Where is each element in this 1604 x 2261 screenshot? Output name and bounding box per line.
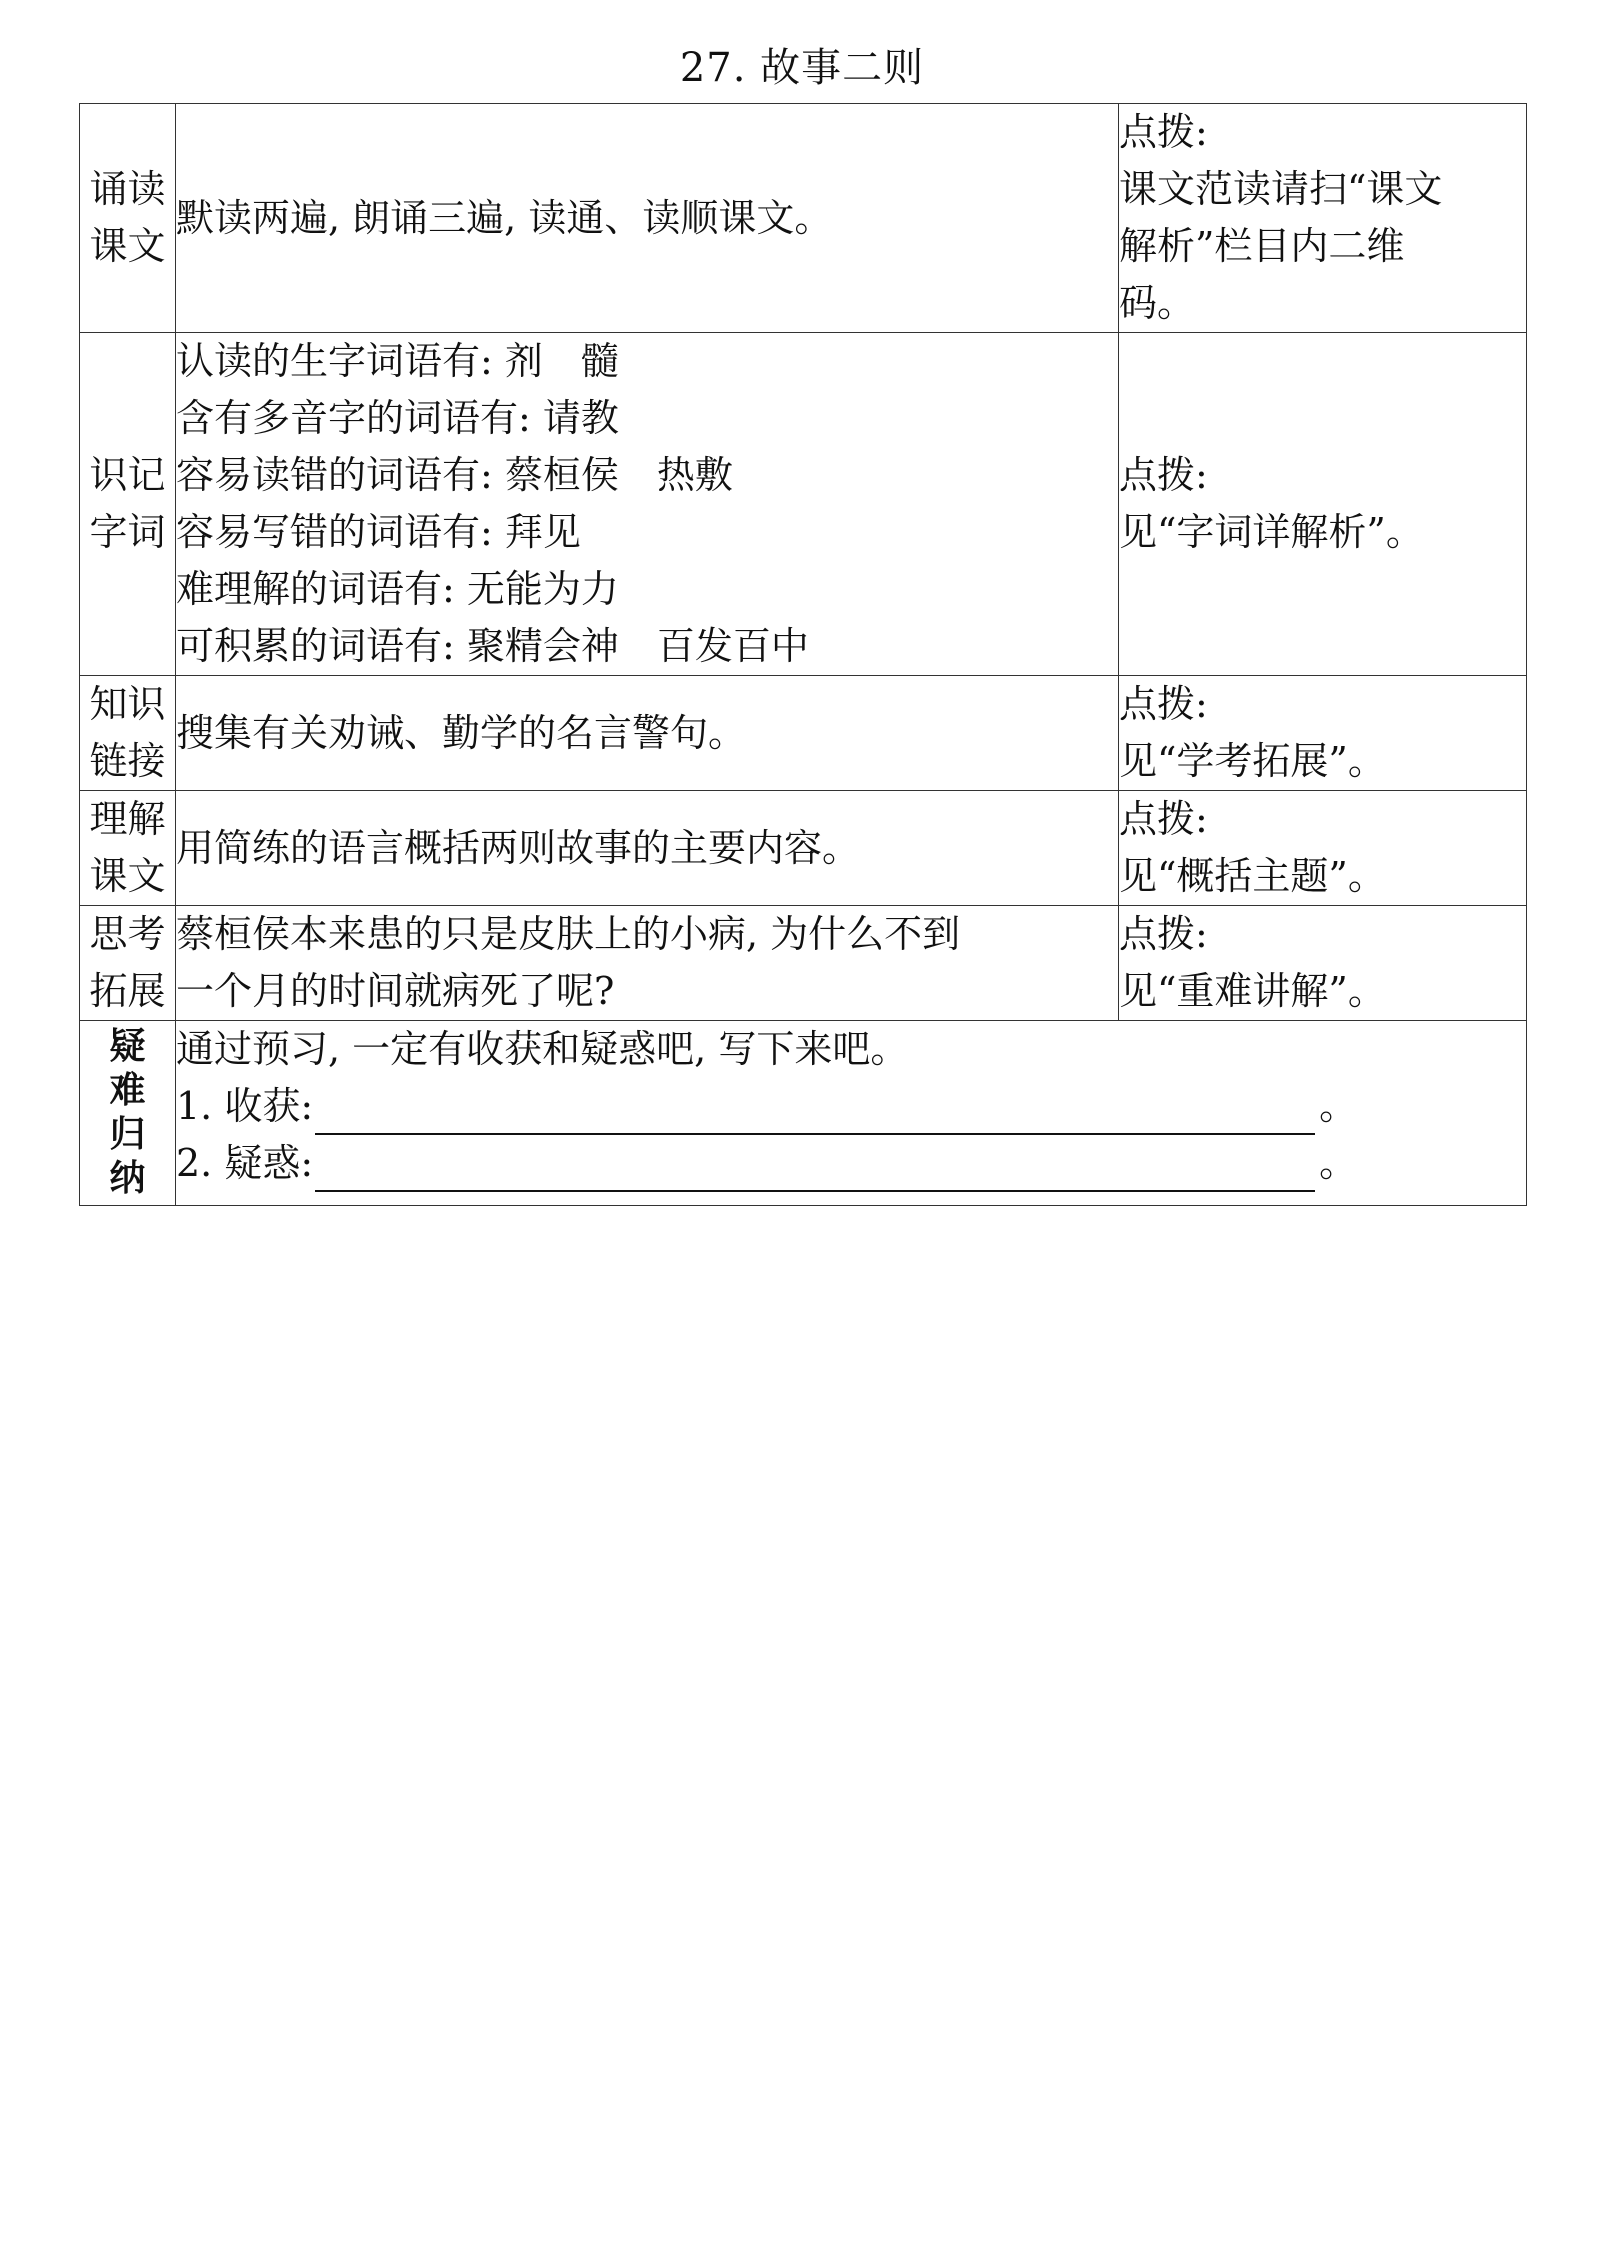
row-label-line: 识记 <box>89 453 166 497</box>
tip-line: 点拨: <box>1119 110 1208 154</box>
table-row-vocabulary <box>80 333 1527 676</box>
row-label-line: 纳 <box>109 1158 146 1199</box>
harvest-blank[interactable] <box>315 1085 1315 1135</box>
row-label <box>80 333 176 676</box>
row-label-line: 字词 <box>89 510 166 554</box>
row-label-line: 归 <box>109 1114 146 1155</box>
row-label-line: 思考 <box>89 912 166 956</box>
row-tip <box>1119 791 1527 906</box>
content-line: 认读的生字词语有: 剂 髓 <box>176 339 619 383</box>
row-tip <box>1119 906 1527 1021</box>
tip-line: 点拨: <box>1119 912 1208 956</box>
content-line: 容易写错的词语有: 拜见 <box>176 510 581 554</box>
row-content <box>176 104 1119 333</box>
preview-table <box>79 103 1527 1206</box>
table-row-knowledge <box>80 676 1527 791</box>
tip-line: 见“概括主题”。 <box>1119 854 1386 898</box>
row-label <box>80 906 176 1021</box>
tip-line: 见“重难讲解”。 <box>1119 969 1386 1013</box>
harvest-label: 1. 收获: <box>176 1084 314 1128</box>
content-line: 可积累的词语有: 聚精会神 百发百中 <box>176 624 809 668</box>
summary-content <box>176 1021 1527 1206</box>
content-line: 蔡桓侯本来患的只是皮肤上的小病, 为什么不到 <box>176 912 961 956</box>
content-line: 容易读错的词语有: 蔡桓侯 热敷 <box>176 453 733 497</box>
content-line: 搜集有关劝诫、勤学的名言警句。 <box>176 710 747 755</box>
doubt-row <box>176 1135 1526 1192</box>
row-tip <box>1119 104 1527 333</box>
table-row-summary <box>80 1021 1527 1206</box>
harvest-suffix: 。 <box>1319 1084 1358 1128</box>
row-content <box>176 333 1119 676</box>
row-label-line: 拓展 <box>89 969 166 1013</box>
row-content <box>176 906 1119 1021</box>
content-line: 难理解的词语有: 无能为力 <box>176 567 619 611</box>
tip-line: 点拨: <box>1119 797 1208 841</box>
row-content <box>176 791 1119 906</box>
table-row-understand <box>80 791 1527 906</box>
row-label <box>80 1021 176 1206</box>
content-line: 含有多音字的词语有: 请教 <box>176 396 619 440</box>
row-label-line: 难 <box>109 1070 146 1111</box>
table-row-recite <box>80 104 1527 333</box>
tip-line: 见“学考拓展”。 <box>1119 739 1386 783</box>
content-line: 用简练的语言概括两则故事的主要内容。 <box>176 825 861 870</box>
doubt-suffix: 。 <box>1319 1141 1358 1185</box>
tip-line: 点拨: <box>1119 453 1208 497</box>
row-label-line: 课文 <box>89 224 166 268</box>
row-content <box>176 676 1119 791</box>
tip-line: 解析”栏目内二维 <box>1119 224 1405 268</box>
row-label-line: 课文 <box>89 854 166 898</box>
content-line: 一个月的时间就病死了呢? <box>176 969 615 1013</box>
table-row-think <box>80 906 1527 1021</box>
tip-line: 见“字词详解析”。 <box>1119 510 1424 554</box>
row-label-line: 知识 <box>89 682 166 726</box>
row-label <box>80 104 176 333</box>
row-label-line: 诵读 <box>89 167 166 211</box>
doubt-label: 2. 疑惑: <box>176 1141 314 1185</box>
tip-line: 码。 <box>1119 281 1196 325</box>
tip-line: 课文范读请扫“课文 <box>1119 167 1443 211</box>
content-line: 默读两遍, 朗诵三遍, 读通、读顺课文。 <box>176 195 833 240</box>
row-label <box>80 676 176 791</box>
row-label-line: 链接 <box>89 739 166 783</box>
summary-intro: 通过预习, 一定有收获和疑惑吧, 写下来吧。 <box>176 1027 909 1071</box>
row-tip <box>1119 333 1527 676</box>
page-title: 27. 故事二则 <box>679 45 925 91</box>
row-label-line: 疑 <box>109 1026 146 1067</box>
tip-line: 点拨: <box>1119 682 1208 726</box>
row-tip <box>1119 676 1527 791</box>
harvest-row <box>176 1078 1526 1135</box>
row-label <box>80 791 176 906</box>
row-label-line: 理解 <box>89 797 166 841</box>
doubt-blank[interactable] <box>315 1142 1315 1192</box>
